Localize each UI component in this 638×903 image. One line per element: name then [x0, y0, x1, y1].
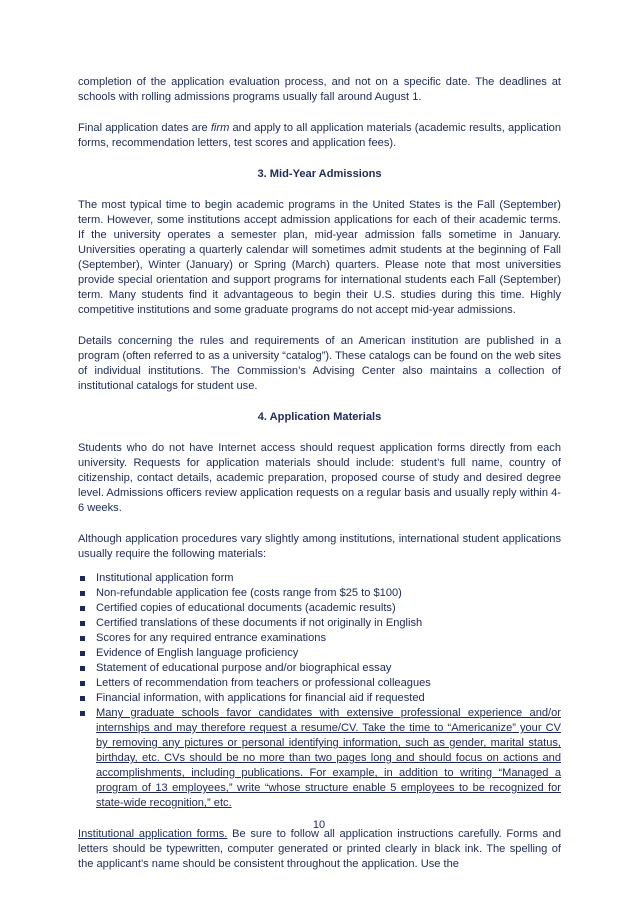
list-item — [78, 586, 561, 601]
list-item-text: Scores for any required entrance examinations — [96, 632, 327, 644]
bullet-square-icon — [80, 576, 85, 581]
text: Be sure to follow all application instructions carefully. Forms and letters should be typewritten, computer generated or printed clearly in black ink. The spelling of the applicant’s name should be consistent throughout the application. Use the — [78, 828, 561, 870]
bullet-square-icon — [80, 621, 85, 626]
list-item — [78, 661, 561, 676]
emphasis-firm: firm — [210, 122, 230, 134]
list-item-cv-advice — [78, 706, 561, 811]
list-item — [78, 646, 561, 661]
paragraph-catalog: Details concerning the rules and requirements of an American institution are published in a program (often referred to as a university “catalog”). These catalogs can be found on the web sites of individual institutions. The Commission’s Advising Center also maintains a collection of institutional catalogs for student use. — [78, 335, 561, 392]
bullet-square-icon — [80, 711, 85, 716]
list-item — [78, 616, 561, 631]
paragraph-deadlines: completion of the application evaluation process, and not on a specific date. The deadlines at schools with rolling admissions programs usually fall around August 1. — [78, 76, 561, 103]
text: Final application dates are — [78, 122, 211, 134]
paragraph-institutional-forms — [78, 827, 561, 872]
paragraph-materials-intro: Although application procedures vary slightly among institutions, international student applications usually require the following materials: — [78, 533, 561, 560]
list-item-text: Letters of recommendation from teachers or professional colleagues — [96, 677, 431, 689]
bullet-square-icon — [80, 591, 85, 596]
list-item — [78, 571, 561, 586]
paragraph-final-dates — [78, 121, 561, 151]
page-content — [78, 75, 561, 888]
list-item-text: Financial information, with applications for financial aid if requested — [96, 692, 425, 704]
bullet-square-icon — [80, 681, 85, 686]
materials-list — [78, 571, 561, 811]
list-item — [78, 676, 561, 691]
page-number: 10 — [312, 819, 326, 831]
paragraph-request-forms: Students who do not have Internet access should request application forms directly from each university. Requests for application materials should include: student’s full name, country of citizenship, contact details, academic preparation, proposed course of study and desired degree level. Admissions officers review application requests on a regular basis and usually reply within 4-6 weeks. — [78, 442, 561, 514]
list-item-text: Certified copies of educational documents (academic results) — [96, 602, 396, 614]
bullet-square-icon — [80, 636, 85, 641]
list-item-text: Many graduate schools favor candidates with extensive professional experience and/or internships and may therefore request a resume/CV. Take the time to “Americanize” your CV by removing any pictures or personal identifying information, such as gender, marital status, birthday, etc. CVs should be no more than two pages long and should focus on actions and accomplishments, including publications. For example, in addition to writing “Managed a program of 13 employees,” write “whose structure enable 5 employees to be recognized for state-wide recognition,” etc. — [96, 707, 561, 809]
list-item-text: Certified translations of these documents if not originally in English — [96, 617, 423, 629]
text: and apply to all application materials (academic results, application forms, recommendation letters, test scores and application fees). — [78, 122, 562, 149]
list-item — [78, 691, 561, 706]
list-item — [78, 631, 561, 646]
paragraph-fall-term: The most typical time to begin academic programs in the United States is the Fall (September) term. However, some institutions accept admission applications for each of their academic terms. If the university operates a semester plan, mid-year admission falls sometime in January. Universities operating a quarterly calendar will sometimes admit students at the beginning of Fall (September), Winter (January) or Spring (March) quarters. Please note that most universities provide special orientation and support programs for international students each Fall (September) term. Many students find it advantageous to begin their U.S. studies during this time. Highly competitive institutions and some graduate programs do not accept mid-year admissions. — [78, 199, 561, 316]
list-item-text: Evidence of English language proficiency — [96, 647, 299, 659]
list-item-text: Non-refundable application fee (costs range from $25 to $100) — [96, 587, 402, 599]
heading-mid-year-admissions: 3. Mid-Year Admissions — [257, 168, 382, 180]
inline-heading: Institutional application forms. — [78, 828, 228, 840]
bullet-square-icon — [80, 606, 85, 611]
list-item-text: Statement of educational purpose and/or biographical essay — [96, 662, 392, 674]
bullet-square-icon — [80, 666, 85, 671]
bullet-square-icon — [80, 696, 85, 701]
list-item — [78, 601, 561, 616]
heading-application-materials: 4. Application Materials — [257, 411, 382, 423]
list-item-text: Institutional application form — [96, 572, 234, 584]
bullet-square-icon — [80, 651, 85, 656]
